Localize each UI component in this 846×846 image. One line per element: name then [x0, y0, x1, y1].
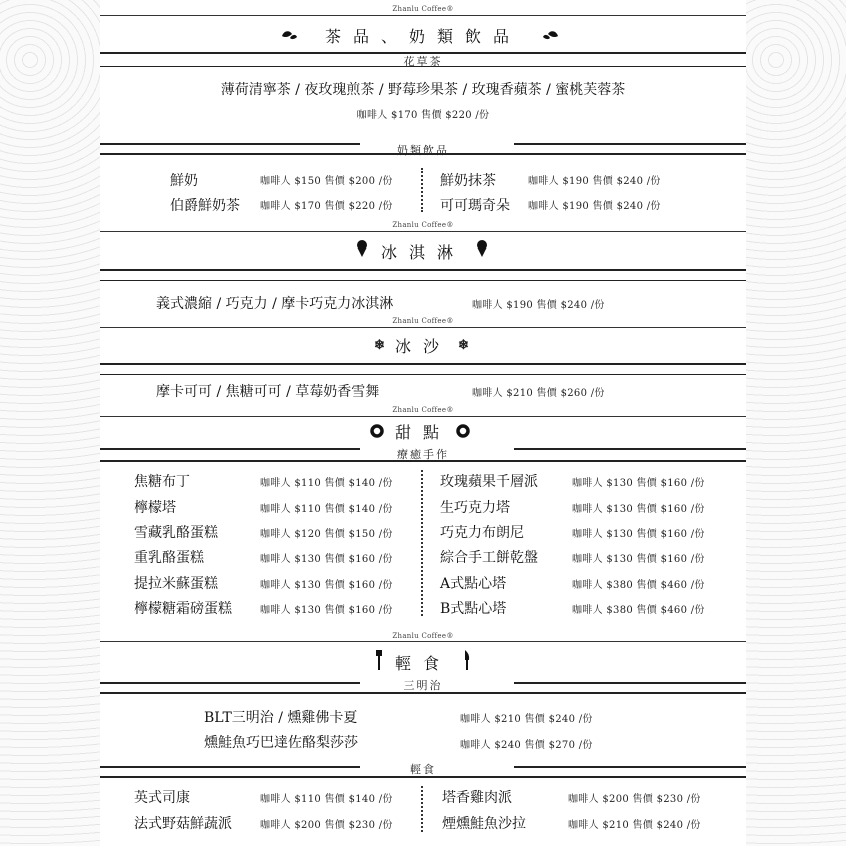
divider — [100, 416, 746, 417]
section-title-light: 輕食 — [394, 654, 451, 673]
menu-item-name: 玫瑰蘋果千層派 — [440, 474, 538, 490]
sub-rule — [100, 692, 746, 694]
section-title-tea: 茶品、奶類飲品 — [324, 27, 521, 46]
snowflake-icon: ❄ — [374, 338, 385, 353]
menu-item-price: 咖啡人 $200 售價 $230 /份 — [568, 794, 701, 805]
sub-rule — [514, 766, 746, 768]
icecream-items: 義式濃縮 / 巧克力 / 摩卡巧克力冰淇淋 — [156, 296, 394, 312]
menu-item-price: 咖啡人 $110 售價 $140 /份 — [260, 504, 393, 515]
menu-item-name: 檸檬糖霜磅蛋糕 — [134, 601, 232, 617]
menu-sheet — [100, 0, 746, 846]
menu-item-name: 檸檬塔 — [134, 500, 176, 516]
menu-item-name: 伯爵鮮奶茶 — [170, 198, 240, 214]
menu-item-price: 咖啡人 $130 售價 $160 /份 — [260, 605, 393, 616]
menu-item-price: 咖啡人 $380 售價 $460 /份 — [572, 605, 705, 616]
divider — [100, 15, 746, 16]
sub-rule — [100, 374, 746, 375]
sub-rule — [514, 143, 746, 145]
ice-cream-icon — [476, 240, 488, 262]
menu-item-price: 咖啡人 $240 售價 $270 /份 — [460, 740, 593, 751]
menu-item-name: 法式野菇鮮蔬派 — [134, 816, 232, 832]
subheading-milk: 奶類飲品 — [397, 144, 449, 157]
subheading-herbal: 花草茶 — [403, 55, 443, 68]
sub-rule — [514, 448, 746, 450]
sub-rule — [100, 776, 746, 778]
column-divider — [421, 168, 423, 212]
smoothie-items: 摩卡可可 / 焦糖可可 / 草莓奶香雪舞 — [156, 384, 380, 400]
brand-mark: Zhanlu Coffee® — [392, 406, 454, 414]
sub-rule — [100, 153, 746, 155]
menu-item-name: 生巧克力塔 — [440, 500, 510, 516]
menu-item-price: 咖啡人 $130 售價 $160 /份 — [260, 580, 393, 591]
menu-item-price: 咖啡人 $150 售價 $200 /份 — [260, 176, 393, 187]
menu-item-price: 咖啡人 $380 售價 $460 /份 — [572, 580, 705, 591]
decorative-pattern-left — [0, 0, 100, 846]
sub-rule — [100, 66, 746, 67]
menu-item-price: 咖啡人 $210 售價 $240 /份 — [568, 820, 701, 831]
section-title-dessert: 甜點 — [394, 423, 451, 442]
sub-rule — [514, 682, 746, 684]
smoothie-price: 咖啡人 $210 售價 $260 /份 — [472, 388, 605, 399]
menu-item-name: 塔香雞肉派 — [442, 790, 512, 806]
section-title-icecream: 冰淇淋 — [380, 243, 465, 262]
section-title-smoothie: 冰沙 — [394, 337, 451, 356]
menu-item-name: 綜合手工餅乾盤 — [440, 550, 538, 566]
menu-item-name: 焦糖布丁 — [134, 474, 190, 490]
icecream-price: 咖啡人 $190 售價 $240 /份 — [472, 300, 605, 311]
menu-item-price: 咖啡人 $130 售價 $160 /份 — [572, 554, 705, 565]
column-divider — [421, 786, 423, 832]
menu-item-price: 咖啡人 $110 售價 $140 /份 — [260, 794, 393, 805]
menu-item-price: 咖啡人 $130 售價 $160 /份 — [260, 554, 393, 565]
divider — [100, 327, 746, 328]
brand-mark: Zhanlu Coffee® — [392, 632, 454, 640]
brand-mark: Zhanlu Coffee® — [392, 317, 454, 325]
menu-item-name: B式點心塔 — [440, 601, 507, 617]
column-divider — [421, 470, 423, 616]
menu-item-name: 雪藏乳酪蛋糕 — [134, 525, 218, 541]
menu-item-price: 咖啡人 $130 售價 $160 /份 — [572, 529, 705, 540]
knife-icon — [464, 650, 470, 674]
brand-mark: Zhanlu Coffee® — [392, 221, 454, 229]
sub-rule — [100, 280, 746, 281]
menu-item-price: 咖啡人 $130 售價 $160 /份 — [572, 478, 705, 489]
decorative-pattern-right — [746, 0, 846, 846]
subheading-handmade: 療癒手作 — [397, 448, 449, 461]
menu-item-name: 巧克力布朗尼 — [440, 525, 524, 541]
menu-item-name: 英式司康 — [134, 790, 190, 806]
herbal-price: 咖啡人 $170 售價 $220 /份 — [356, 110, 490, 121]
menu-item-price: 咖啡人 $130 售價 $160 /份 — [572, 504, 705, 515]
section-rule — [100, 269, 746, 271]
brand-mark: Zhanlu Coffee® — [392, 5, 454, 13]
menu-item-name: 可可瑪奇朵 — [440, 198, 510, 214]
menu-item-name: BLT三明治 / 燻雞佛卡夏 — [204, 710, 358, 726]
menu-item-name: 鮮奶 — [170, 173, 198, 189]
sub-rule — [100, 460, 746, 462]
menu-item-name: 燻鮭魚巧巴達佐酪梨莎莎 — [204, 735, 358, 751]
menu-item-price: 咖啡人 $170 售價 $220 /份 — [260, 201, 393, 212]
menu-item-name: 重乳酪蛋糕 — [134, 550, 204, 566]
donut-icon — [456, 423, 470, 442]
menu-item-price: 咖啡人 $120 售價 $150 /份 — [260, 529, 393, 540]
menu-item-name: 鮮奶抹茶 — [440, 173, 496, 189]
subheading-sandwich: 三明治 — [403, 679, 443, 692]
divider — [100, 641, 746, 642]
menu-item-price: 咖啡人 $190 售價 $240 /份 — [528, 201, 661, 212]
menu-item-price: 咖啡人 $210 售價 $240 /份 — [460, 714, 593, 725]
menu-item-price: 咖啡人 $200 售價 $230 /份 — [260, 820, 393, 831]
herbal-items: 薄荷清寧茶 / 夜玫瑰煎茶 / 野莓珍果茶 / 玫瑰香蘋茶 / 蜜桃芙蓉茶 — [220, 82, 626, 98]
subheading-light: 輕食 — [410, 763, 436, 776]
menu-item-name: 提拉米蘇蛋糕 — [134, 576, 218, 592]
menu-item-name: A式點心塔 — [440, 576, 507, 592]
snowflake-icon: ❄ — [458, 338, 469, 353]
menu-item-name: 煙燻鮭魚沙拉 — [442, 816, 526, 832]
leaf-icon — [542, 27, 560, 46]
divider — [100, 231, 746, 232]
menu-item-price: 咖啡人 $190 售價 $240 /份 — [528, 176, 661, 187]
section-rule — [100, 363, 746, 365]
menu-item-price: 咖啡人 $110 售價 $140 /份 — [260, 478, 393, 489]
